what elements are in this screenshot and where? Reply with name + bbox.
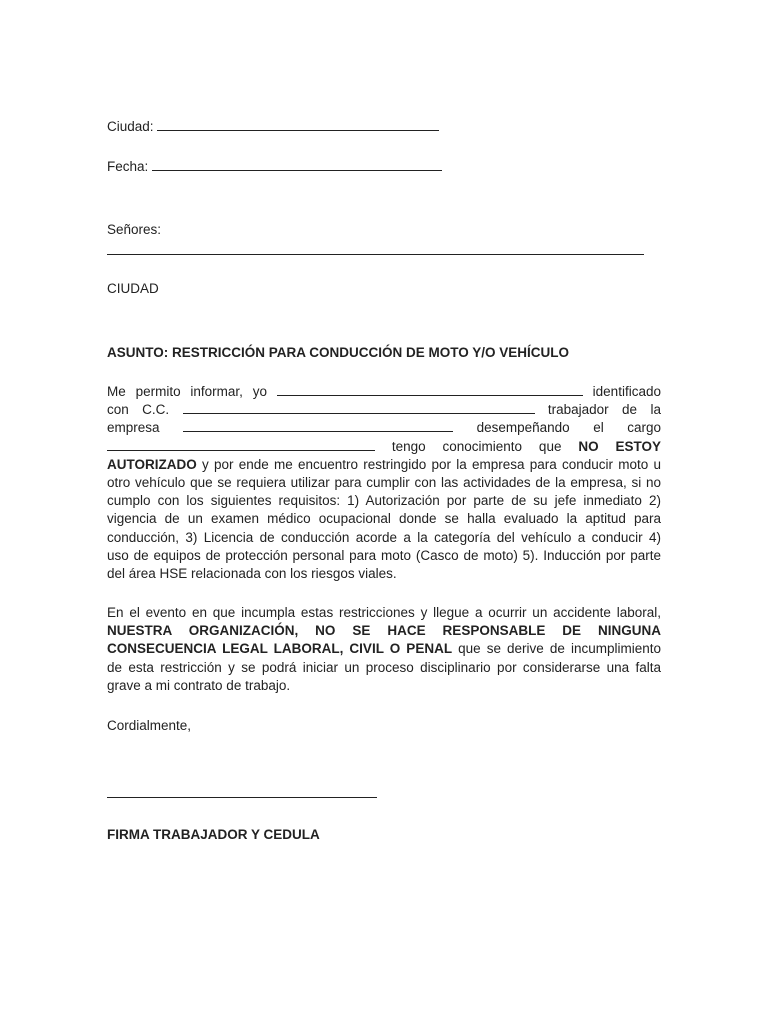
fecha-field-line: [107, 158, 442, 176]
p1-text-empresa: empresa: [107, 420, 160, 436]
p1-text-conocimiento: tengo conocimiento que: [391, 438, 562, 454]
ciudad-blank[interactable]: [157, 118, 439, 131]
p1-text-yo: Me permito informar, yo: [107, 384, 268, 399]
p1-text-cc: con C.C.: [107, 402, 170, 418]
p1-line-11: del área HSE relacionada con los riesgos viales.: [107, 566, 397, 582]
p1-text-identificado: identificado: [592, 384, 661, 399]
p2-line-3: [107, 640, 661, 658]
asunto-heading: ASUNTO: RESTRICCIÓN PARA CONDUCCIÓN DE MOTO Y/O VEHÍCULO: [107, 345, 570, 360]
p2-line-1: En el evento en que incumpla estas restricciones y llegue a ocurrir un accidente laboral,: [107, 605, 661, 620]
p1-text-trabajador: trabajador de la: [547, 402, 661, 418]
p1-text-cargo: desempeñando el cargo: [476, 420, 661, 436]
senores-label: Señores:: [107, 222, 162, 237]
p2-line-4: de esta restricción y se podrá iniciar un proceso disciplinario por considerarse una falta: [107, 659, 661, 675]
fecha-label: Fecha:: [107, 159, 149, 174]
p1-line-3: [107, 419, 661, 437]
p1-line-5: [107, 456, 661, 474]
p2-line-5: grave a mi contrato de trabajo.: [107, 677, 291, 693]
p1-bold-autorizado: AUTORIZADO: [107, 456, 197, 472]
p1-line-4: [107, 438, 661, 456]
p1-line-8: vigencia de un examen médico ocupacional donde se halla evaluado la aptitud para: [107, 511, 661, 527]
closing-text: Cordialmente,: [107, 718, 192, 733]
p1-line-6: otro vehículo que se requiera utilizar para cumplir con las actividades de la empresa, si no: [107, 475, 661, 491]
p2-bold-consecuencia: CONSECUENCIA LEGAL LABORAL, CIVIL O PENAL: [107, 641, 453, 657]
senores-blank[interactable]: [107, 254, 644, 255]
p1-line-1: [107, 383, 661, 401]
p1-line-2: [107, 401, 661, 419]
paragraph-liability: [107, 604, 661, 695]
nombre-blank[interactable]: [277, 383, 583, 396]
ciudad-field-line: [107, 118, 439, 136]
signature-label: FIRMA TRABAJADOR Y CEDULA: [107, 827, 320, 842]
p1-line-10: uso de equipos de protección personal para moto (Casco de moto) 5). Inducción por parte: [107, 547, 661, 563]
signature-line[interactable]: [107, 797, 377, 798]
p1-line-9: conducción, 3) Licencia de conducción acorde a la categoría del vehículo a conducir 4): [107, 529, 661, 545]
cedula-blank[interactable]: [183, 401, 535, 414]
p1-bold-no-estoy: NO ESTOY: [578, 438, 661, 454]
p2-text-l3: que se derive de incumplimiento: [458, 641, 661, 657]
p2-line-2: NUESTRA ORGANIZACIÓN, NO SE HACE RESPONSABLE DE NINGUNA: [107, 623, 661, 639]
p1-text-l5: y por ende me encuentro restringido por la empresa para conducir moto u: [201, 456, 661, 472]
ciudad-label: Ciudad:: [107, 119, 154, 134]
ciudad-heading: CIUDAD: [107, 281, 159, 296]
empresa-blank[interactable]: [183, 419, 453, 432]
fecha-blank[interactable]: [152, 158, 442, 171]
cargo-blank[interactable]: [107, 438, 375, 451]
paragraph-declaration: [107, 383, 661, 583]
p1-line-7: cumplo con los siguientes requisitos: 1) Autorización por parte de su jefe inmediato 2): [107, 493, 661, 509]
